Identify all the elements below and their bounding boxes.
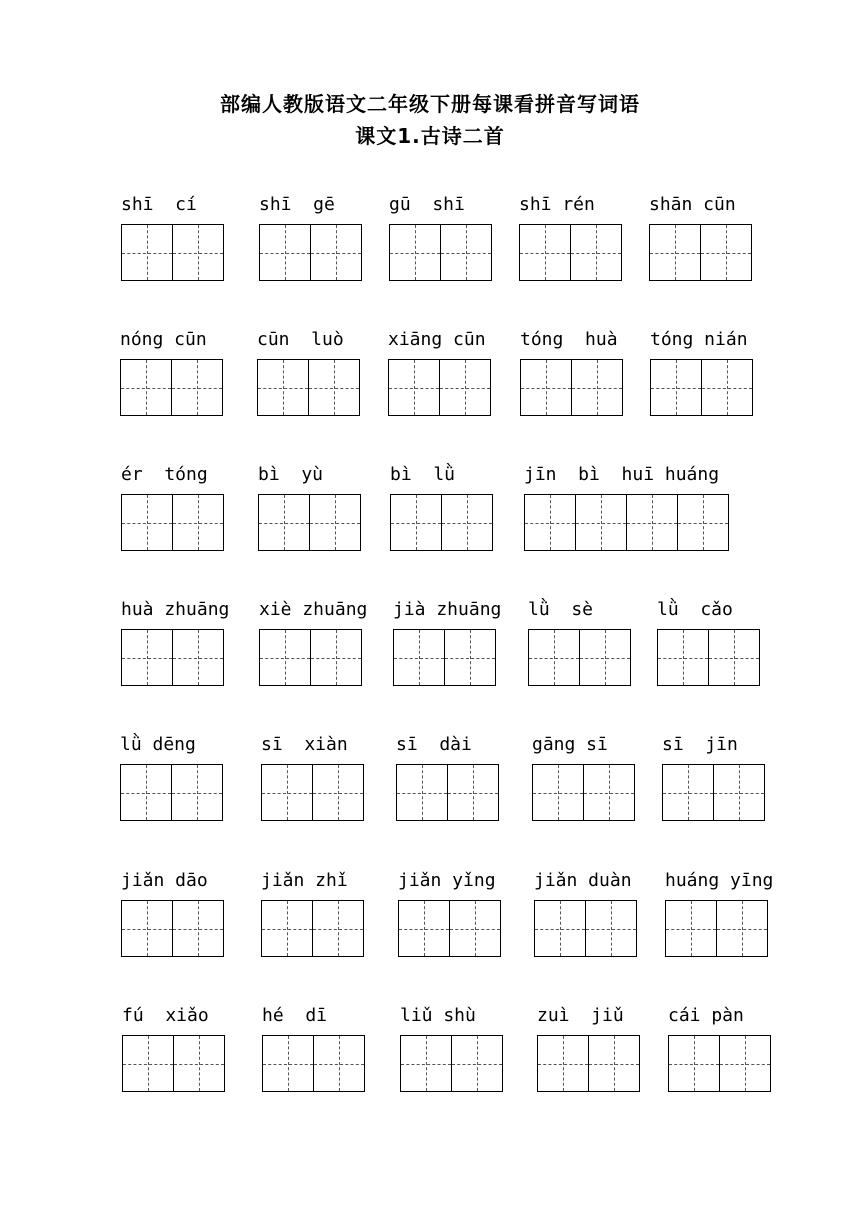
pinyin-label: jiǎn zhǐ (261, 870, 348, 891)
writing-grid[interactable] (396, 764, 499, 821)
tianzige-cell[interactable] (389, 360, 440, 415)
pinyin-label: sī jīn (662, 734, 738, 755)
tianzige-cell[interactable] (651, 360, 702, 415)
tianzige-cell[interactable] (701, 225, 751, 280)
pinyin-label: xiāng cūn (388, 329, 486, 350)
tianzige-cell[interactable] (123, 1036, 174, 1091)
tianzige-cell[interactable] (122, 901, 173, 956)
tianzige-cell[interactable] (394, 630, 445, 685)
pinyin-label: nóng cūn (120, 329, 207, 350)
pinyin-label: zuì jiǔ (537, 1005, 624, 1026)
tianzige-cell[interactable] (650, 225, 701, 280)
tianzige-cell[interactable] (576, 495, 627, 550)
tianzige-cell[interactable] (173, 901, 223, 956)
writing-grid[interactable] (120, 359, 223, 416)
tianzige-cell[interactable] (262, 765, 313, 820)
pinyin-label: bì lǜ (390, 464, 456, 485)
pinyin-label: bì yù (258, 464, 324, 485)
tianzige-cell[interactable] (259, 495, 310, 550)
tianzige-cell[interactable] (445, 630, 495, 685)
lesson-title: 课文1.古诗二首 (355, 124, 505, 148)
tianzige-cell[interactable] (314, 1036, 364, 1091)
tianzige-cell[interactable] (533, 765, 584, 820)
tianzige-cell[interactable] (122, 225, 173, 280)
writing-grid[interactable] (262, 1035, 365, 1092)
tianzige-cell[interactable] (311, 225, 361, 280)
writing-grid[interactable] (534, 900, 637, 957)
tianzige-cell[interactable] (658, 630, 709, 685)
writing-grid[interactable] (121, 224, 224, 281)
tianzige-cell[interactable] (397, 765, 448, 820)
tianzige-cell[interactable] (121, 360, 172, 415)
tianzige-cell[interactable] (580, 630, 630, 685)
tianzige-cell[interactable] (666, 901, 717, 956)
pinyin-label: lǜ dēng (120, 734, 196, 755)
writing-grid[interactable] (662, 764, 765, 821)
writing-grid[interactable] (121, 494, 224, 551)
pinyin-label: tóng huà (520, 329, 618, 350)
pinyin-label: huáng yīng (665, 870, 774, 891)
tianzige-cell[interactable] (669, 1036, 720, 1091)
tianzige-cell[interactable] (720, 1036, 770, 1091)
tianzige-cell[interactable] (529, 630, 580, 685)
tianzige-cell[interactable] (262, 901, 313, 956)
tianzige-cell[interactable] (586, 901, 636, 956)
tianzige-cell[interactable] (173, 495, 223, 550)
tianzige-cell[interactable] (391, 495, 442, 550)
pinyin-label: ér tóng (121, 464, 208, 485)
pinyin-label: liǔ shù (400, 1005, 476, 1026)
pinyin-label: lǜ sè (528, 599, 594, 620)
writing-grid[interactable] (259, 629, 362, 686)
tianzige-cell[interactable] (172, 765, 222, 820)
pinyin-label: shān cūn (649, 194, 736, 215)
pinyin-label: jiǎn yǐng (398, 870, 496, 891)
pinyin-label: jīn bì huī huáng (524, 464, 720, 485)
pinyin-label: gū shī (389, 194, 465, 215)
pinyin-label: sī dài (396, 734, 472, 755)
tianzige-cell[interactable] (173, 225, 223, 280)
pinyin-label: jiǎn dāo (121, 870, 208, 891)
writing-grid[interactable] (665, 900, 768, 957)
tianzige-cell[interactable] (174, 1036, 224, 1091)
tianzige-cell[interactable] (450, 901, 500, 956)
writing-grid[interactable] (528, 629, 631, 686)
writing-grid[interactable] (388, 359, 491, 416)
writing-grid[interactable] (258, 494, 361, 551)
writing-grid[interactable] (657, 629, 760, 686)
tianzige-cell[interactable] (121, 765, 172, 820)
tianzige-cell[interactable] (122, 495, 173, 550)
tianzige-cell[interactable] (441, 225, 491, 280)
writing-grid[interactable] (520, 359, 623, 416)
pinyin-label: lǜ cǎo (657, 599, 733, 620)
pinyin-label: gāng sī (532, 734, 608, 755)
pinyin-label: fú xiǎo (122, 1005, 209, 1026)
writing-grid[interactable] (532, 764, 635, 821)
tianzige-cell[interactable] (572, 360, 622, 415)
tianzige-cell[interactable] (535, 901, 586, 956)
writing-grid[interactable] (257, 359, 360, 416)
writing-grid[interactable] (668, 1035, 771, 1092)
tianzige-cell[interactable] (260, 225, 311, 280)
tianzige-cell[interactable] (521, 360, 572, 415)
tianzige-cell[interactable] (714, 765, 764, 820)
writing-grid[interactable] (121, 900, 224, 957)
tianzige-cell[interactable] (448, 765, 498, 820)
writing-grid[interactable] (398, 900, 501, 957)
pinyin-label: hé dī (262, 1005, 328, 1026)
tianzige-cell[interactable] (442, 495, 492, 550)
pinyin-label: cái pàn (668, 1005, 744, 1026)
tianzige-cell[interactable] (584, 765, 634, 820)
tianzige-cell[interactable] (313, 765, 363, 820)
pinyin-label: xiè zhuāng (259, 599, 368, 620)
tianzige-cell[interactable] (309, 360, 359, 415)
tianzige-cell[interactable] (627, 495, 678, 550)
page-title: 部编人教版语文二年级下册每课看拼音写词语 (220, 92, 640, 116)
tianzige-cell[interactable] (390, 225, 441, 280)
tianzige-cell[interactable] (122, 630, 173, 685)
writing-grid[interactable] (519, 224, 622, 281)
tianzige-cell[interactable] (525, 495, 576, 550)
writing-grid[interactable] (261, 764, 364, 821)
pinyin-label: sī xiàn (261, 734, 348, 755)
tianzige-cell[interactable] (399, 901, 450, 956)
writing-grid[interactable] (390, 494, 493, 551)
tianzige-cell[interactable] (452, 1036, 502, 1091)
pinyin-label: cūn luò (257, 329, 344, 350)
writing-grid[interactable] (524, 494, 729, 551)
pinyin-label: huà zhuāng (121, 599, 230, 620)
tianzige-cell[interactable] (401, 1036, 452, 1091)
writing-grid[interactable] (393, 629, 496, 686)
tianzige-cell[interactable] (258, 360, 309, 415)
tianzige-cell[interactable] (589, 1036, 639, 1091)
writing-grid[interactable] (122, 1035, 225, 1092)
pinyin-label: jià zhuāng (393, 599, 502, 620)
tianzige-cell[interactable] (538, 1036, 589, 1091)
tianzige-cell[interactable] (678, 495, 728, 550)
tianzige-cell[interactable] (663, 765, 714, 820)
tianzige-cell[interactable] (172, 360, 222, 415)
tianzige-cell[interactable] (717, 901, 767, 956)
tianzige-cell[interactable] (571, 225, 621, 280)
tianzige-cell[interactable] (520, 225, 571, 280)
writing-grid[interactable] (120, 764, 223, 821)
writing-grid[interactable] (261, 900, 364, 957)
tianzige-cell[interactable] (440, 360, 490, 415)
writing-grid[interactable] (259, 224, 362, 281)
tianzige-cell[interactable] (173, 630, 223, 685)
pinyin-label: tóng nián (650, 329, 748, 350)
tianzige-cell[interactable] (263, 1036, 314, 1091)
pinyin-label: shī rén (519, 194, 595, 215)
writing-grid[interactable] (649, 224, 752, 281)
tianzige-cell[interactable] (311, 630, 361, 685)
tianzige-cell[interactable] (260, 630, 311, 685)
tianzige-cell[interactable] (310, 495, 360, 550)
writing-grid[interactable] (650, 359, 753, 416)
tianzige-cell[interactable] (709, 630, 759, 685)
tianzige-cell[interactable] (702, 360, 752, 415)
writing-grid[interactable] (121, 629, 224, 686)
pinyin-label: shī gē (259, 194, 335, 215)
writing-grid[interactable] (389, 224, 492, 281)
tianzige-cell[interactable] (313, 901, 363, 956)
writing-grid[interactable] (400, 1035, 503, 1092)
pinyin-label: shī cí (121, 194, 197, 215)
pinyin-label: jiǎn duàn (534, 870, 632, 891)
writing-grid[interactable] (537, 1035, 640, 1092)
